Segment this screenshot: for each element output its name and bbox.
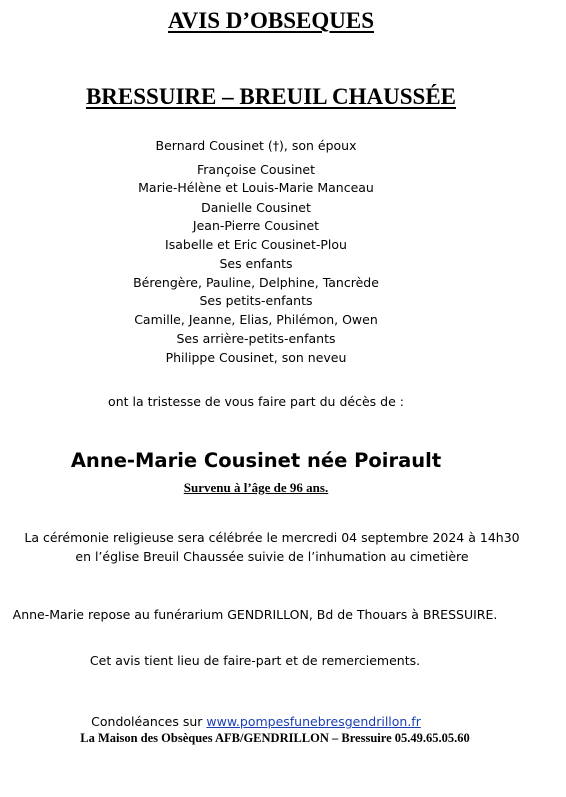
deceased-name: Anne-Marie Cousinet née Poirault (70, 449, 442, 472)
condolences-link[interactable]: www.pompesfunebresgendrillon.fr (206, 714, 421, 729)
family-line: Camille, Jeanne, Elias, Philémon, Owen (134, 312, 378, 327)
family-line: Bernard Cousinet (†), son époux (155, 138, 357, 153)
rest-place-text: Anne-Marie repose au funérarium GENDRILLON, Bd de Thouars à BRESSUIRE. (12, 607, 498, 622)
family-line: Ses enfants (219, 256, 293, 271)
family-line: Ses petits-enfants (199, 293, 313, 308)
family-line: Danielle Cousinet (201, 200, 311, 215)
condolences-line (0, 714, 512, 729)
family-line: Philippe Cousinet, son neveu (165, 350, 347, 365)
family-line: Ses arrière-petits-enfants (176, 331, 336, 346)
notice-location: BRESSUIRE – BREUIL CHAUSSÉE (85, 84, 457, 109)
family-line: Isabelle et Eric Cousinet-Plou (165, 237, 347, 252)
notice-heading: AVIS D’OBSEQUES (167, 8, 374, 33)
family-line: Françoise Cousinet (197, 162, 315, 177)
condolences-prefix: Condoléances sur (91, 714, 207, 729)
family-line: Marie-Hélène et Louis-Marie Manceau (138, 180, 374, 195)
ceremony-line-2: en l’église Breuil Chaussée suivie de l’inhumation au cimetière (75, 549, 469, 564)
family-line: Bérengère, Pauline, Delphine, Tancrède (133, 275, 379, 290)
notice-note: Cet avis tient lieu de faire-part et de remerciements. (89, 653, 421, 668)
footer-contact: La Maison des Obsèques AFB/GENDRILLON – Bressuire 05.49.65.05.60 (80, 731, 470, 745)
family-line: Jean-Pierre Cousinet (192, 218, 320, 233)
announcement-text: ont la tristesse de vous faire part du décès de : (108, 394, 404, 409)
ceremony-line-1: La cérémonie religieuse sera célébrée le mercredi 04 septembre 2024 à 14h30 (24, 530, 520, 545)
age-line: Survenu à l’âge de 96 ans. (183, 480, 329, 495)
